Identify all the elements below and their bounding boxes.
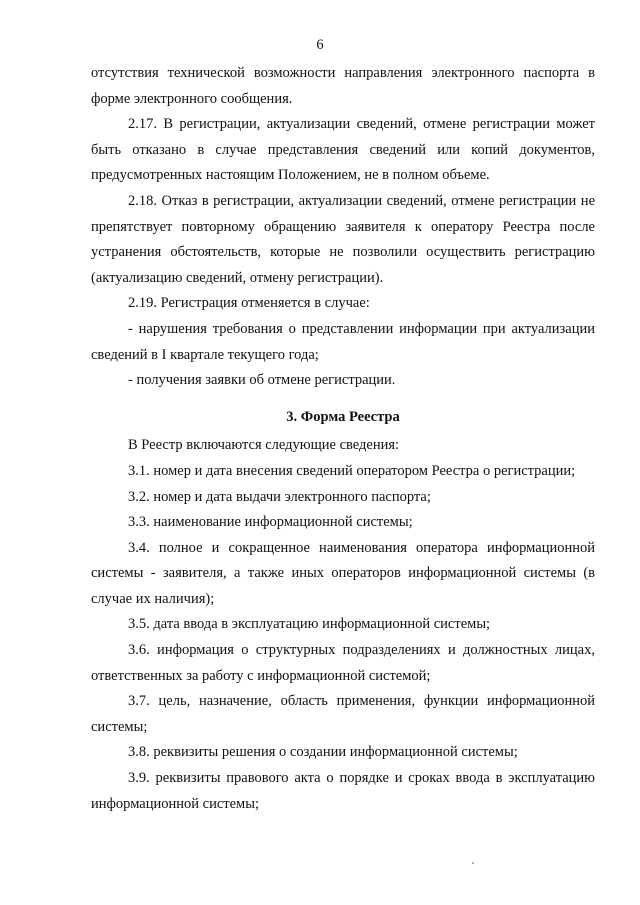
registry-item: 3.6. информация о структурных подразделениях и должностных лицах, ответственных за работу с информационной системой; (91, 642, 595, 684)
registry-item: 3.1. номер и дата внесения сведений оператором Реестра о регистрации; (128, 462, 576, 479)
registry-item: 3.7. цель, назначение, область применения, функции информационной системы; (91, 693, 595, 735)
registry-item: 3.2. номер и дата выдачи электронного паспорта; (128, 488, 431, 505)
section-intro: В Реестр включаются следующие сведения: (128, 437, 400, 454)
scan-speck (472, 862, 474, 864)
paragraph-2-19: 2.19. Регистрация отменяется в случае: (128, 295, 370, 312)
paragraph-2-17: 2.17. В регистрации, актуализации сведений, отмене регистрации может быть отказано в случае представления сведений или копий документов, предусмотренных настоящим Положением, не в полном объеме. (91, 116, 595, 184)
registry-item: 3.3. наименование информационной системы; (128, 514, 413, 531)
registry-item: 3.9. реквизиты правового акта о порядке и сроках ввода в эксплуатацию информационной системы; (91, 770, 595, 812)
registry-item: 3.5. дата ввода в эксплуатацию информационной системы; (128, 616, 491, 633)
page-number: 6 (316, 37, 324, 53)
list-item-cancel-request: - получения заявки об отмене регистрации. (128, 372, 396, 389)
section-heading: 3. Форма Реестра (286, 408, 400, 425)
paragraph-2-18: 2.18. Отказ в регистрации, актуализации сведений, отмене регистрации не препятствует повторному обращению заявителя к оператору Реестра после устранения обстоятельств, которые не позволили осуществить регистрацию (актуализацию сведений, отмену регистрации). (91, 192, 595, 286)
registry-item: 3.8. реквизиты решения о создании информационной системы; (128, 744, 518, 761)
list-item-violation: - нарушения требования о представлении информации при актуализации сведений в I квартале текущего года; (91, 320, 595, 363)
paragraph-continuation: отсутствия технической возможности направления электронного паспорта в форме электронного сообщения. (91, 65, 595, 107)
document-body (91, 61, 595, 817)
registry-item: 3.4. полное и сокращенное наименования оператора информационной системы - заявителя, а также иных операторов информационной системы (в случае их наличия); (91, 539, 595, 607)
